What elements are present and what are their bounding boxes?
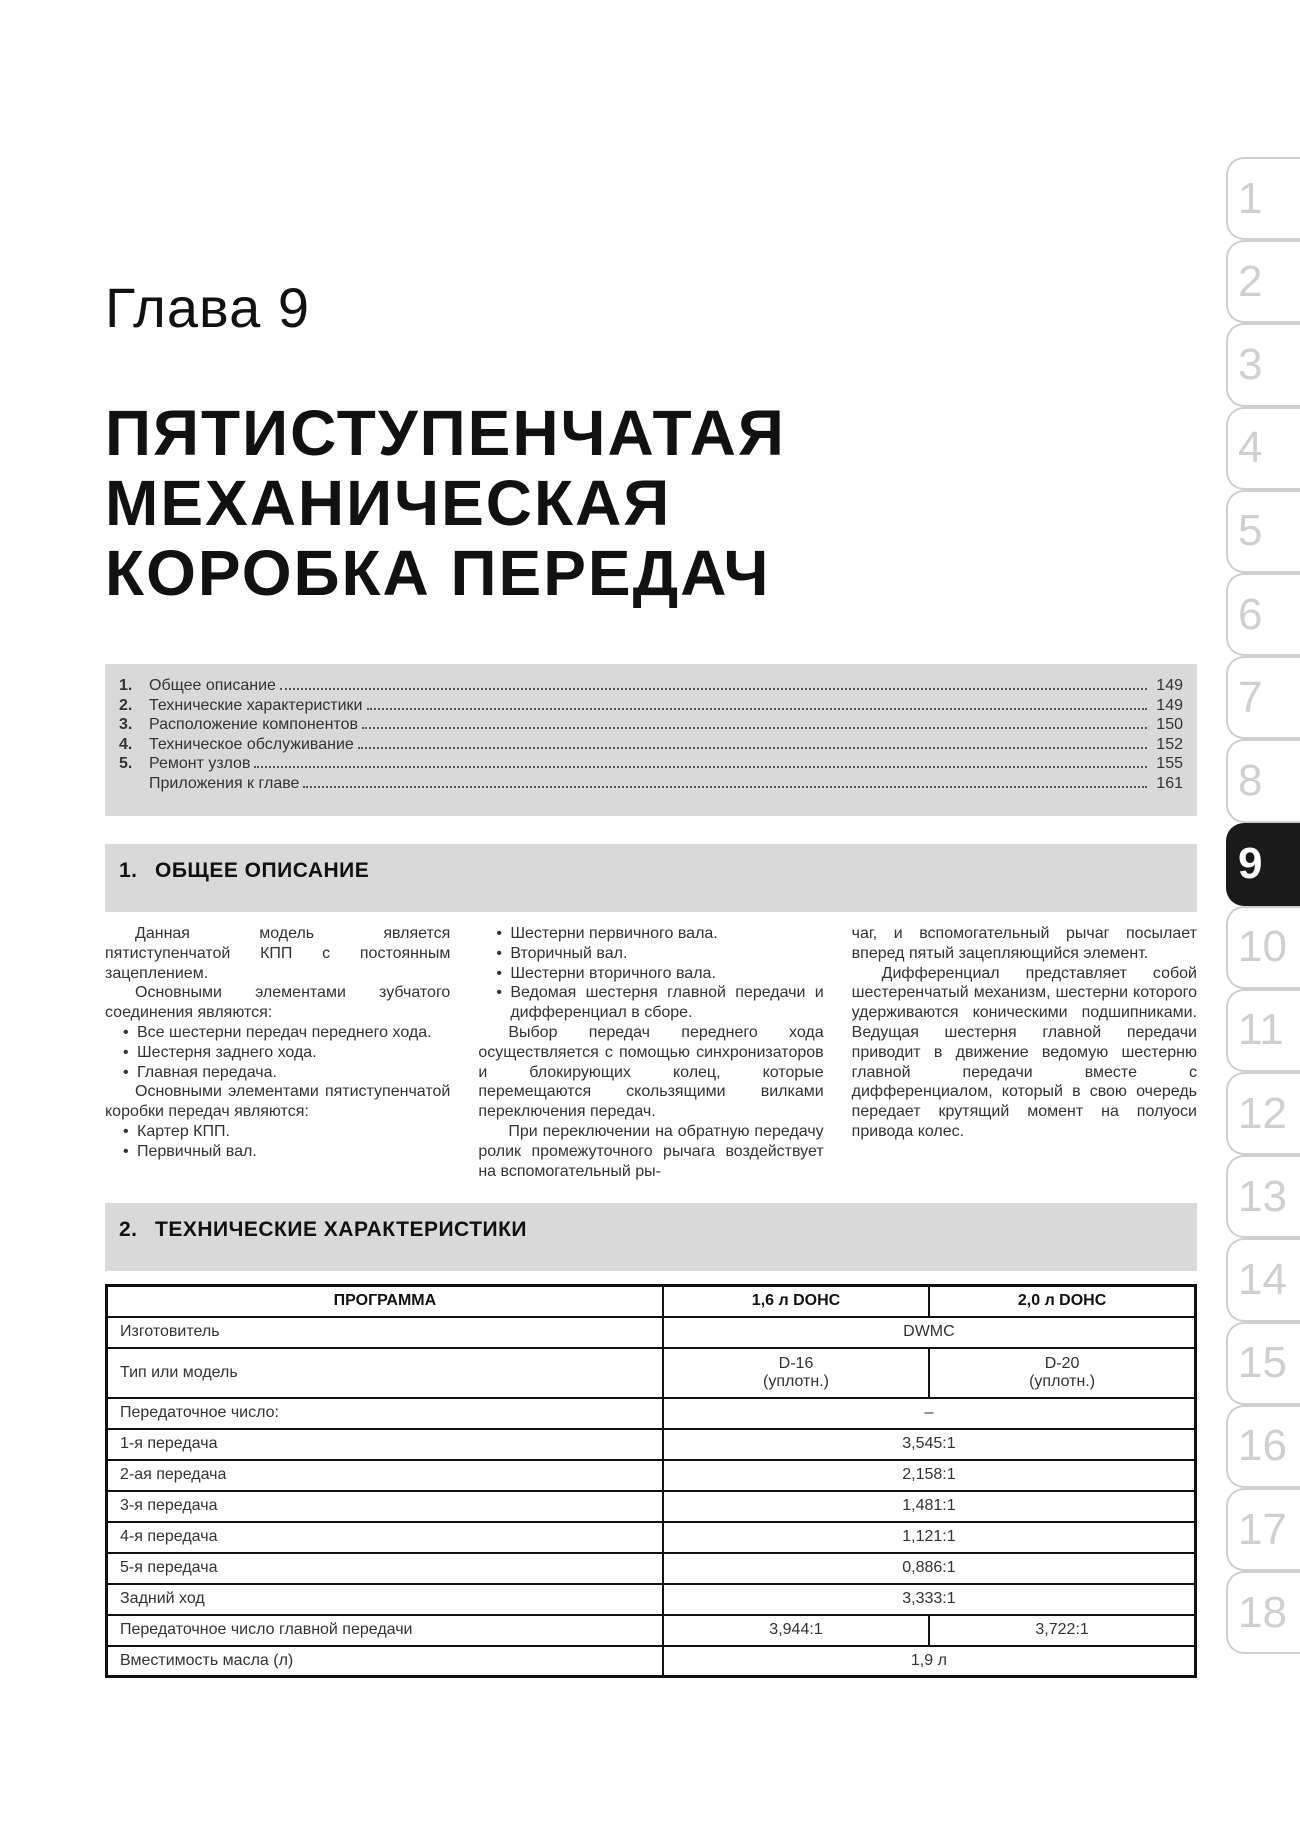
chapter-tab-16[interactable]: 16 [1226, 1405, 1300, 1488]
toc-item[interactable] [119, 696, 1183, 716]
toc-label: Общее описание [149, 677, 276, 694]
table-row [107, 1615, 1196, 1646]
toc-leader [303, 786, 1147, 788]
row-value: 3,722:1 [929, 1615, 1195, 1646]
chapter-tab-9[interactable]: 9 [1226, 823, 1300, 906]
section-heading-general [105, 844, 1197, 912]
paragraph: Основными элементами зубчатого соединения являются: [105, 984, 451, 1022]
toc-label: Приложения к главе [149, 774, 300, 792]
toc-leader [362, 727, 1147, 729]
text-column-3 [852, 924, 1197, 1181]
row-value: 2,158:1 [663, 1460, 1196, 1491]
list-item: • Шестерня заднего хода. [105, 1043, 450, 1063]
chapter-title-line: КОРОБКА ПЕРЕДАЧ [105, 537, 771, 609]
chapter-title-line: МЕХАНИЧЕСКАЯ [105, 467, 672, 539]
toc-page: 152 [1156, 735, 1183, 753]
column-header: ПРОГРАММА [107, 1286, 663, 1317]
toc-number: 3. [119, 716, 133, 733]
table-row [107, 1553, 1196, 1584]
chapter-tab-2[interactable]: 2 [1226, 240, 1300, 323]
toc-leader [254, 766, 1147, 768]
chapter-tab-1[interactable]: 1 [1226, 157, 1300, 240]
chapter-tab-14[interactable]: 14 [1226, 1238, 1300, 1321]
row-label: Изготовитель [107, 1317, 663, 1348]
row-value: 1,481:1 [663, 1491, 1196, 1522]
chapter-tab-15[interactable]: 15 [1226, 1322, 1300, 1405]
table-row [107, 1460, 1196, 1491]
chapter-tab-6[interactable]: 6 [1226, 573, 1300, 656]
paragraph: Дифференциал представляет собой шестеренчатый механизм, шестерни которого удерживаются коническими подшипниками. Ведущая шестерня главной передачи приводит в движение ведомую шестерню главной передачи вместе с дифференциалом, который в свою очередь передает крутящий момент на полуоси привода колес. [851, 964, 1197, 1140]
chapter-tab-13[interactable]: 13 [1226, 1155, 1300, 1238]
chapter-tabs [1226, 157, 1300, 1654]
chapter-tab-10[interactable]: 10 [1226, 906, 1300, 989]
row-label: Передаточное число главной передачи [107, 1615, 663, 1646]
table-row [107, 1429, 1196, 1460]
row-value: – [663, 1398, 1196, 1429]
row-value: 3,545:1 [663, 1429, 1196, 1460]
row-label: 1-я передача [107, 1429, 663, 1460]
spec-table [105, 1284, 1197, 1678]
model-code: D-20 [1044, 1354, 1080, 1372]
list-item: • Первичный вал. [105, 1142, 450, 1162]
list-item: • Картер КПП. [105, 1122, 450, 1142]
row-value [929, 1348, 1195, 1398]
column-header: 2,0 л DOHC [929, 1286, 1195, 1317]
row-label: 3-я передача [107, 1491, 663, 1522]
chapter-title [105, 398, 786, 608]
row-value: 0,886:1 [663, 1553, 1196, 1584]
row-value: DWMC [663, 1317, 1196, 1348]
toc-leader [280, 688, 1147, 690]
model-code: D-16 [778, 1354, 814, 1372]
table-header-row [107, 1286, 1196, 1317]
chapter-tab-11[interactable]: 11 [1226, 989, 1300, 1072]
toc-item[interactable] [119, 774, 1183, 794]
paragraph: Данная модель является пятиступенчатой КПП с постоянным зацеплением. [105, 925, 451, 982]
list-item: • Главная передача. [105, 1063, 450, 1083]
paragraph: чаг, и вспомогательный рычаг посылает вперед пятый зацепляющийся элемент. [851, 925, 1197, 962]
table-row [107, 1317, 1196, 1348]
toc-page: 150 [1156, 716, 1183, 733]
chapter-label: Глава 9 [105, 276, 310, 339]
section-title: ОБЩЕЕ ОПИСАНИЕ [155, 859, 370, 882]
chapter-tab-17[interactable]: 17 [1226, 1488, 1300, 1571]
body-columns [105, 924, 1197, 1181]
row-value [663, 1348, 929, 1398]
list-item: • Шестерни вторичного вала. [478, 964, 823, 984]
row-label: 4-я передача [107, 1522, 663, 1553]
table-row [107, 1646, 1196, 1677]
paragraph: Выбор передач переднего хода осуществляется с помощью синхронизаторов и блокирующих колец, которые перемещаются скользящими вилками переключения передач. [478, 1023, 824, 1121]
list-item: • Шестерни первичного вала. [478, 924, 823, 944]
text-column-1 [105, 924, 450, 1181]
toc-label: Технические характеристики [149, 696, 363, 714]
model-note: (уплотн.) [1029, 1372, 1096, 1390]
chapter-title-line: ПЯТИСТУПЕНЧАТАЯ [105, 397, 786, 469]
list-item: • Ведомая шестерня главной передачи и дифференциал в сборе. [478, 983, 823, 1023]
toc-label: Расположение компонентов [149, 716, 358, 733]
toc-item[interactable] [119, 676, 1183, 696]
chapter-tab-3[interactable]: 3 [1226, 323, 1300, 406]
toc-number: 5. [119, 755, 133, 772]
text-column-2 [478, 924, 823, 1181]
list-item: • Вторичный вал. [478, 944, 823, 964]
table-row [107, 1348, 1196, 1398]
row-value: 3,333:1 [663, 1584, 1196, 1615]
toc-page: 149 [1156, 677, 1183, 694]
toc-item[interactable] [119, 735, 1183, 755]
model-note: (уплотн.) [763, 1372, 829, 1390]
row-value: 3,944:1 [663, 1615, 929, 1646]
section-title: ТЕХНИЧЕСКИЕ ХАРАКТЕРИСТИКИ [155, 1218, 528, 1241]
paragraph: Основными элементами пятиступенчатой коробки передач являются: [105, 1083, 451, 1121]
toc-page: 149 [1156, 696, 1183, 714]
row-value: 1,121:1 [663, 1522, 1196, 1553]
chapter-tab-8[interactable]: 8 [1226, 739, 1300, 822]
toc-number: 2. [119, 696, 133, 714]
row-label: Тип или модель [107, 1348, 663, 1398]
row-label: Передаточное число: [107, 1398, 663, 1429]
table-row [107, 1491, 1196, 1522]
toc-item[interactable] [119, 754, 1183, 774]
row-label: Вместимость масла (л) [107, 1646, 663, 1677]
chapter-tab-4[interactable]: 4 [1226, 407, 1300, 490]
toc-page: 161 [1156, 774, 1183, 792]
chapter-tab-12[interactable]: 12 [1226, 1072, 1300, 1155]
paragraph: При переключении на обратную передачу ролик промежуточного рычага воздействует на вспомогательный ры- [478, 1122, 824, 1180]
table-row [107, 1522, 1196, 1553]
toc-leader [367, 708, 1148, 710]
section-heading-specs [105, 1203, 1197, 1271]
table-row [107, 1398, 1196, 1429]
toc-label: Техническое обслуживание [149, 735, 354, 753]
toc-number: 4. [119, 735, 133, 753]
row-label: Задний ход [107, 1584, 663, 1615]
toc-item[interactable] [119, 715, 1183, 735]
chapter-tab-5[interactable]: 5 [1226, 490, 1300, 573]
toc-label: Ремонт узлов [149, 755, 251, 772]
chapter-tab-18[interactable]: 18 [1226, 1571, 1300, 1654]
toc-page: 155 [1156, 755, 1183, 772]
row-label: 2-ая передача [107, 1460, 663, 1491]
chapter-tab-7[interactable]: 7 [1226, 656, 1300, 739]
row-label: 5-я передача [107, 1553, 663, 1584]
list-item: • Все шестерни передач переднего хода. [105, 1023, 450, 1043]
table-of-contents [105, 664, 1197, 816]
row-value: 1,9 л [663, 1646, 1196, 1677]
table-row [107, 1584, 1196, 1615]
column-header: 1,6 л DOHC [663, 1286, 929, 1317]
section-number: 1. [119, 859, 138, 882]
toc-leader [358, 747, 1147, 749]
section-number: 2. [119, 1218, 138, 1241]
toc-number: 1. [119, 677, 133, 694]
